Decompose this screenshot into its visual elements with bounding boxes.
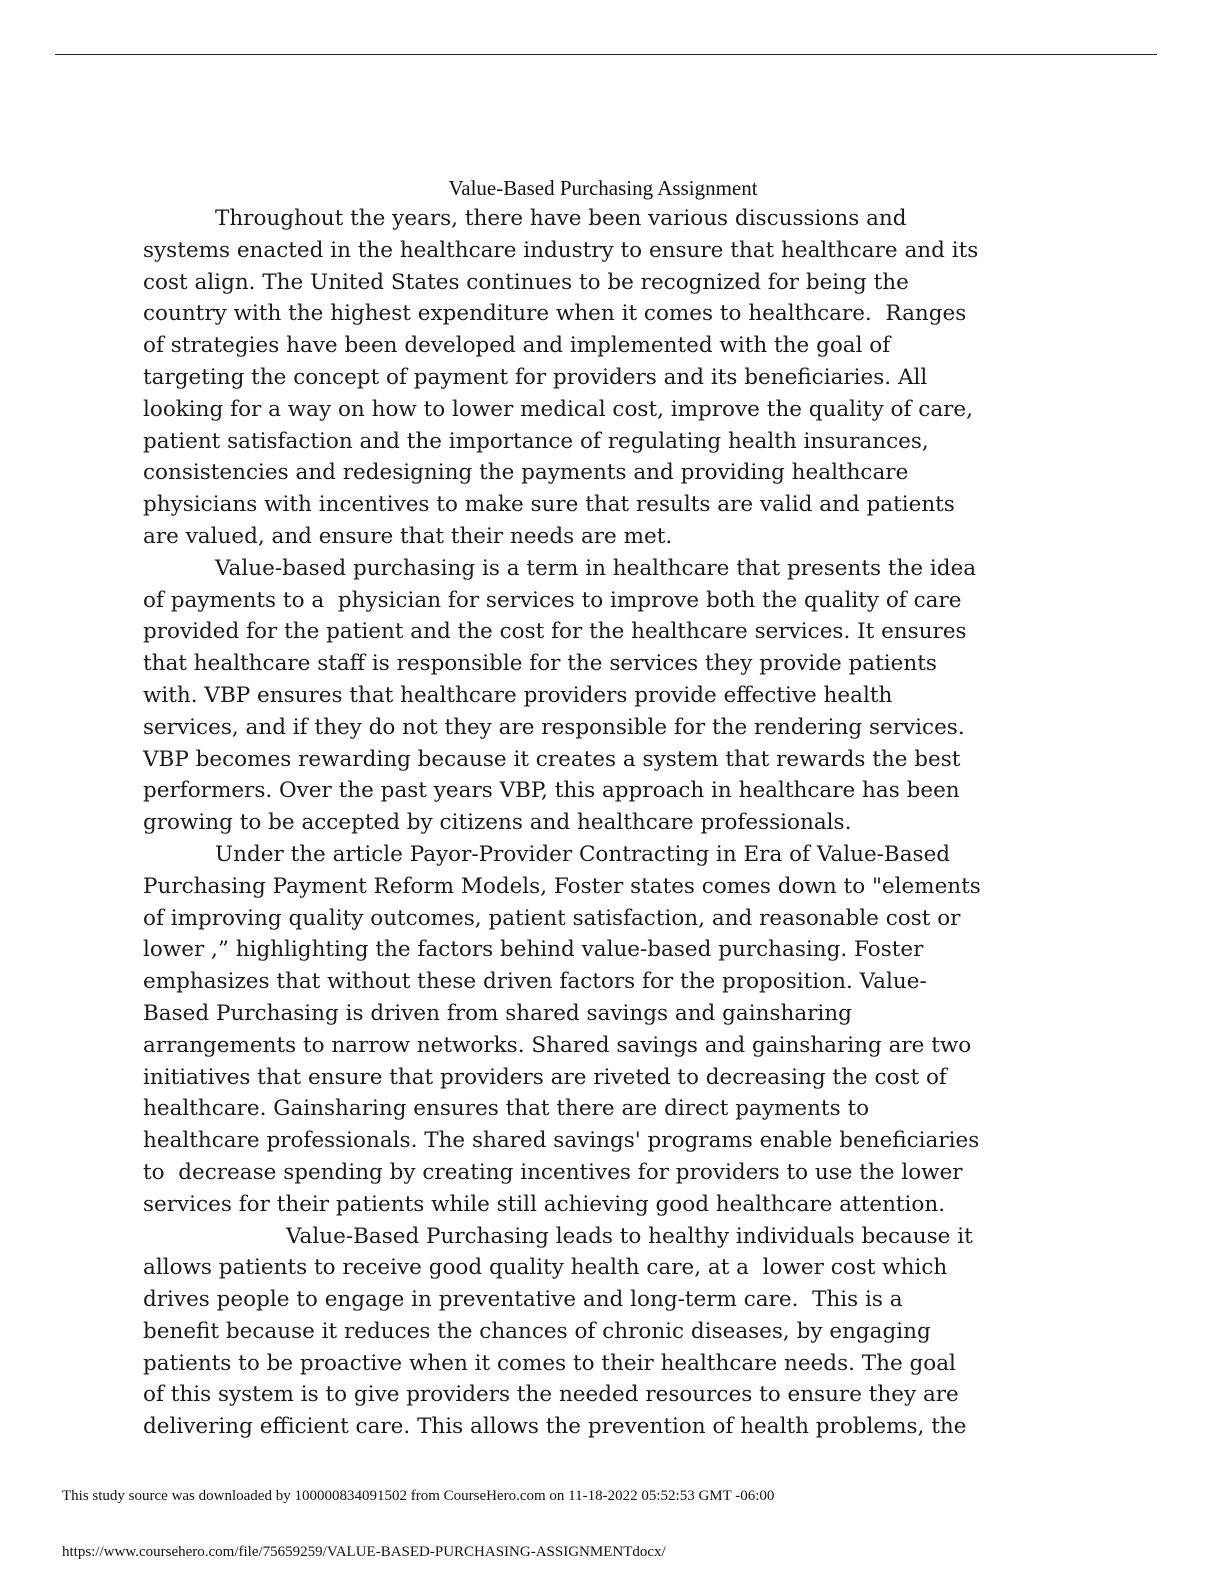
text-line: initiatives that ensure that providers are riveted to decreasing the cost of xyxy=(143,1064,947,1090)
text-line: looking for a way on how to lower medical cost, improve the quality of care, xyxy=(143,396,973,422)
text-line: drives people to engage in preventative and long-term care. This is a xyxy=(143,1287,903,1313)
text-line: cost align. The United States continues to be recognized for being the xyxy=(143,269,909,295)
text-line: of payments to a physician for services to improve both the quality of care xyxy=(143,587,962,613)
text-line: arrangements to narrow networks. Shared savings and gainsharing are two xyxy=(143,1032,972,1058)
text-line: services for their patients while still achieving good healthcare attention. xyxy=(143,1191,946,1217)
text-line: Under the article Payor-Provider Contracting in Era of Value-Based xyxy=(215,841,951,867)
text-line: provided for the patient and the cost for the healthcare services. It ensures xyxy=(143,619,967,645)
text-line: with. VBP ensures that healthcare providers provide effective health xyxy=(143,682,893,708)
text-line: healthcare professionals. The shared savings' programs enable beneficiaries xyxy=(143,1128,980,1154)
text-line: consistencies and redesigning the payments and providing healthcare xyxy=(143,460,909,486)
top-rule xyxy=(55,54,1157,55)
text-line: patient satisfaction and the importance of regulating health insurances, xyxy=(143,428,929,454)
text-line: benefit because it reduces the chances of chronic diseases, by engaging xyxy=(143,1318,931,1344)
text-line: performers. Over the past years VBP, this approach in healthcare has been xyxy=(143,778,960,804)
text-line: of strategies have been developed and implemented with the goal of xyxy=(143,333,891,359)
text-line: that healthcare staff is responsible for the services they provide patients xyxy=(143,651,937,677)
text-line: delivering efficient care. This allows the prevention of health problems, the xyxy=(143,1414,967,1440)
text-line: to decrease spending by creating incentives for providers to use the lower xyxy=(143,1159,963,1185)
download-source-note: This study source was downloaded by 100000834091502 from CourseHero.com on 11-18-2022 05:52:53 GMT -06:00 xyxy=(62,1488,775,1504)
paragraph-1 xyxy=(143,203,1103,553)
text-line: targeting the concept of payment for providers and its beneficiaries. All xyxy=(143,364,928,390)
text-line: Value-Based Purchasing leads to healthy individuals because it xyxy=(286,1223,973,1249)
text-line: country with the highest expenditure when it comes to healthcare. Ranges xyxy=(143,301,967,327)
text-line: of this system is to give providers the needed resources to ensure they are xyxy=(143,1382,959,1408)
text-line: patients to be proactive when it comes to their healthcare needs. The goal xyxy=(143,1350,956,1376)
text-line: of improving quality outcomes, patient satisfaction, and reasonable cost or xyxy=(143,905,961,931)
text-line: physicians with incentives to make sure that results are valid and patients xyxy=(143,492,955,518)
text-line: Value-based purchasing is a term in healthcare that presents the idea xyxy=(215,555,977,581)
document-title: Value-Based Purchasing Assignment xyxy=(448,176,758,200)
text-line: lower ,” highlighting the factors behind value-based purchasing. Foster xyxy=(143,937,924,963)
text-line: are valued, and ensure that their needs are met. xyxy=(143,523,673,549)
text-line: allows patients to receive good quality health care, at a lower cost which xyxy=(143,1255,948,1281)
source-url[interactable]: https://www.coursehero.com/file/75659259/VALUE-BASED-PURCHASING-ASSIGNMENTdocx/ xyxy=(62,1544,666,1560)
text-line: growing to be accepted by citizens and healthcare professionals. xyxy=(143,810,852,836)
text-line: Purchasing Payment Reform Models, Foster states comes down to "elements xyxy=(143,873,981,899)
paragraph-2 xyxy=(143,553,1103,839)
text-line: healthcare. Gainsharing ensures that there are direct payments to xyxy=(143,1096,870,1122)
paragraph-4 xyxy=(143,1221,1103,1444)
text-line: emphasizes that without these driven factors for the proposition. Value- xyxy=(143,969,927,995)
text-line: VBP becomes rewarding because it creates a system that rewards the best xyxy=(143,746,961,772)
text-line: services, and if they do not they are responsible for the rendering services. xyxy=(143,714,965,740)
document-body xyxy=(143,203,1103,1443)
text-line: Throughout the years, there have been various discussions and xyxy=(215,206,907,231)
paragraph-3 xyxy=(143,839,1103,1221)
text-line: systems enacted in the healthcare industry to ensure that healthcare and its xyxy=(143,237,979,263)
text-line: Based Purchasing is driven from shared savings and gainsharing xyxy=(143,1000,852,1026)
